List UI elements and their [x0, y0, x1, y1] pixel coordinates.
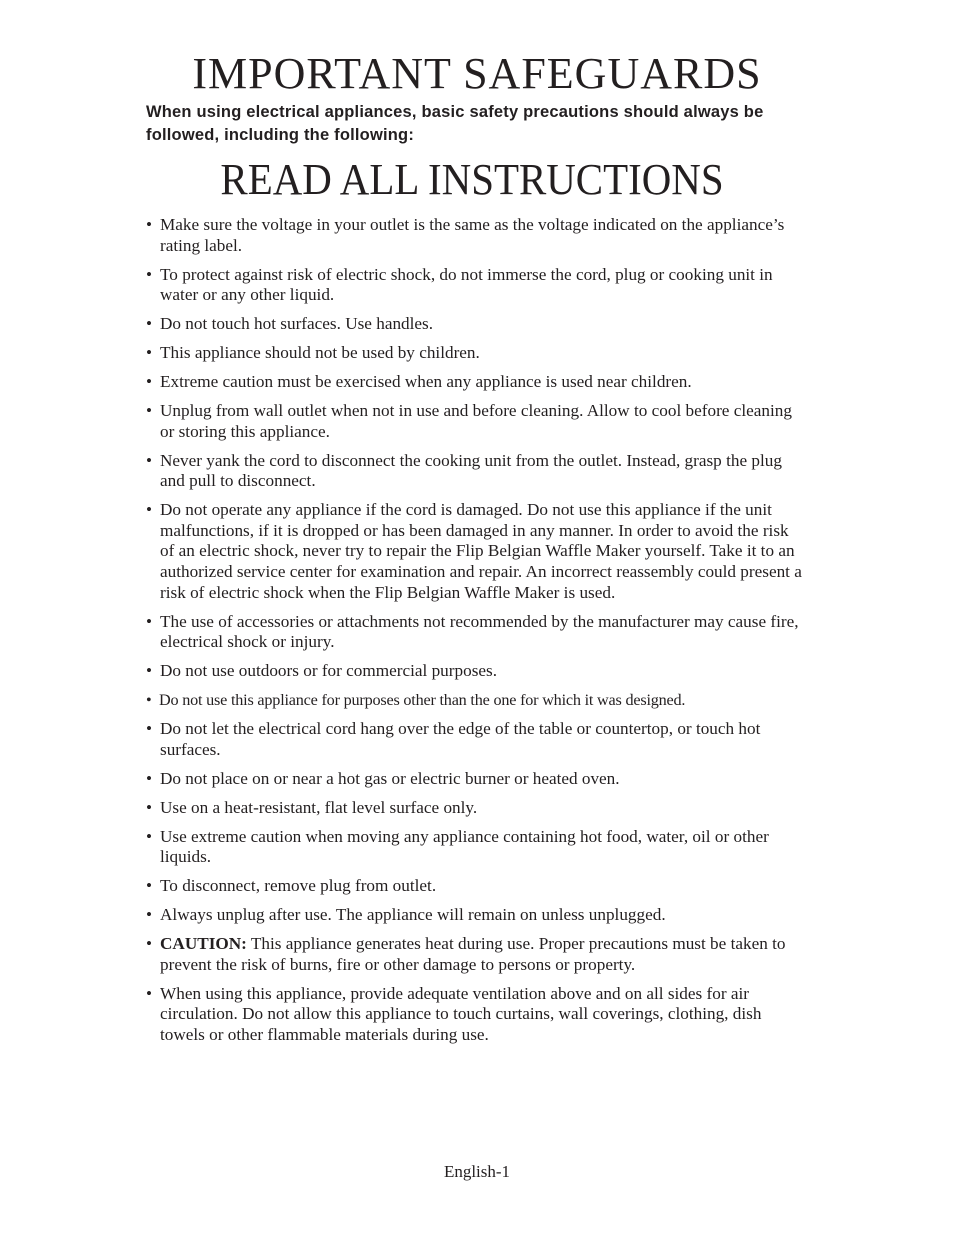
section-heading: READ ALL INSTRUCTIONS: [220, 155, 724, 204]
list-item: [146, 984, 806, 1046]
bullet-icon: •: [146, 215, 153, 234]
bullet-icon: •: [146, 876, 153, 896]
item-text: Do not use this appliance for purposes other than the one for which it was designed.: [159, 691, 686, 710]
item-text: Do not touch hot surfaces. Use handles.: [160, 314, 434, 334]
list-item: [146, 265, 806, 306]
list-item: [146, 343, 806, 364]
item-text: Make sure the voltage in your outlet is the same as the voltage indicated on the appliance’s rating label.: [160, 215, 785, 255]
item-text: Do not place on or near a hot gas or electric burner or heated oven.: [160, 768, 620, 788]
item-text: Use extreme caution when moving any appliance containing hot food, water, oil or other liquids.: [160, 826, 769, 867]
item-text: To disconnect, remove plug from outlet.: [160, 876, 437, 896]
bullet-icon: •: [146, 661, 153, 681]
bullet-icon: •: [146, 343, 153, 363]
list-item: [146, 451, 806, 492]
item-text: Unplug from wall outlet when not in use and before cleaning. Allow to cool before cleaning or storing this appliance.: [160, 401, 792, 441]
bullet-icon: •: [146, 450, 153, 470]
bullet-icon: •: [146, 719, 153, 739]
item-text: Do not let the electrical cord hang over the edge of the table or countertop, or touch hot surfaces.: [160, 719, 761, 759]
bullet-icon: •: [146, 905, 153, 925]
list-item: [146, 612, 806, 653]
caution-label: CAUTION:: [160, 934, 247, 954]
list-item: [146, 372, 806, 393]
item-text: Do not operate any appliance if the cord is damaged. Do not use this appliance if the unit malfunctions, if it is dropped or has been damaged in any manner. In order to avoid the risk of an electric shock, never try to repair the Flip Belgian Waffle Maker yourself. Take it to an authorized service center for examination and repair. An incorrect reassembly could present a risk of electric shock when the Flip Belgian Waffle Maker is used.: [160, 500, 802, 602]
item-text: Do not use outdoors or for commercial purposes.: [160, 661, 497, 681]
bullet-icon: •: [146, 314, 153, 334]
bullet-icon: •: [146, 500, 153, 520]
item-text: This appliance generates heat during use. Proper precautions must be taken to prevent the risk of burns, fire or other damage to persons or property.: [160, 934, 786, 974]
bullet-icon: •: [146, 372, 153, 392]
list-item: [146, 401, 806, 442]
item-text: Use on a heat-resistant, flat level surface only.: [160, 797, 478, 817]
list-item: [146, 769, 806, 790]
bullet-icon: •: [146, 934, 153, 954]
page-number: English-1: [443, 1162, 511, 1181]
item-text: Extreme caution must be exercised when any appliance is used near children.: [160, 372, 692, 392]
bullet-icon: •: [146, 264, 153, 284]
list-item: [146, 827, 806, 868]
item-text: The use of accessories or attachments not recommended by the manufacturer may cause fire, electrical shock or injury.: [160, 611, 799, 652]
item-text: When using this appliance, provide adequate ventilation above and on all sides for air circulation. Do not allow this appliance to touch curtains, wall coverings, clothing, dish towels or other flammable materials during use.: [160, 983, 762, 1045]
bullet-icon: •: [146, 401, 153, 421]
page-title: IMPORTANT SAFEGUARDS: [192, 49, 762, 98]
list-item: [146, 798, 806, 819]
item-text: This appliance should not be used by children.: [160, 343, 480, 363]
item-text: Never yank the cord to disconnect the cooking unit from the outlet. Instead, grasp the plug and pull to disconnect.: [160, 450, 782, 491]
bullet-icon: •: [146, 691, 152, 710]
list-item: [146, 905, 806, 926]
item-text: Always unplug after use. The appliance will remain on unless unplugged.: [160, 905, 666, 925]
list-item: [146, 690, 806, 711]
bullet-icon: •: [146, 768, 153, 788]
list-item: [146, 934, 806, 975]
list-item: [146, 719, 806, 760]
list-item: [146, 876, 806, 897]
list-item: [146, 314, 806, 335]
intro-text: When using electrical appliances, basic safety precautions should always be followed, including the following:: [146, 103, 764, 144]
bullet-icon: •: [146, 797, 153, 817]
list-item: [146, 661, 806, 682]
bullet-icon: •: [146, 826, 153, 846]
list-item: [146, 215, 806, 256]
bullet-icon: •: [146, 611, 153, 631]
bullet-icon: •: [146, 983, 153, 1003]
item-text: To protect against risk of electric shock, do not immerse the cord, plug or cooking unit in water or any other liquid.: [160, 264, 773, 305]
list-item: [146, 500, 806, 603]
safeguards-list: [146, 215, 806, 1054]
